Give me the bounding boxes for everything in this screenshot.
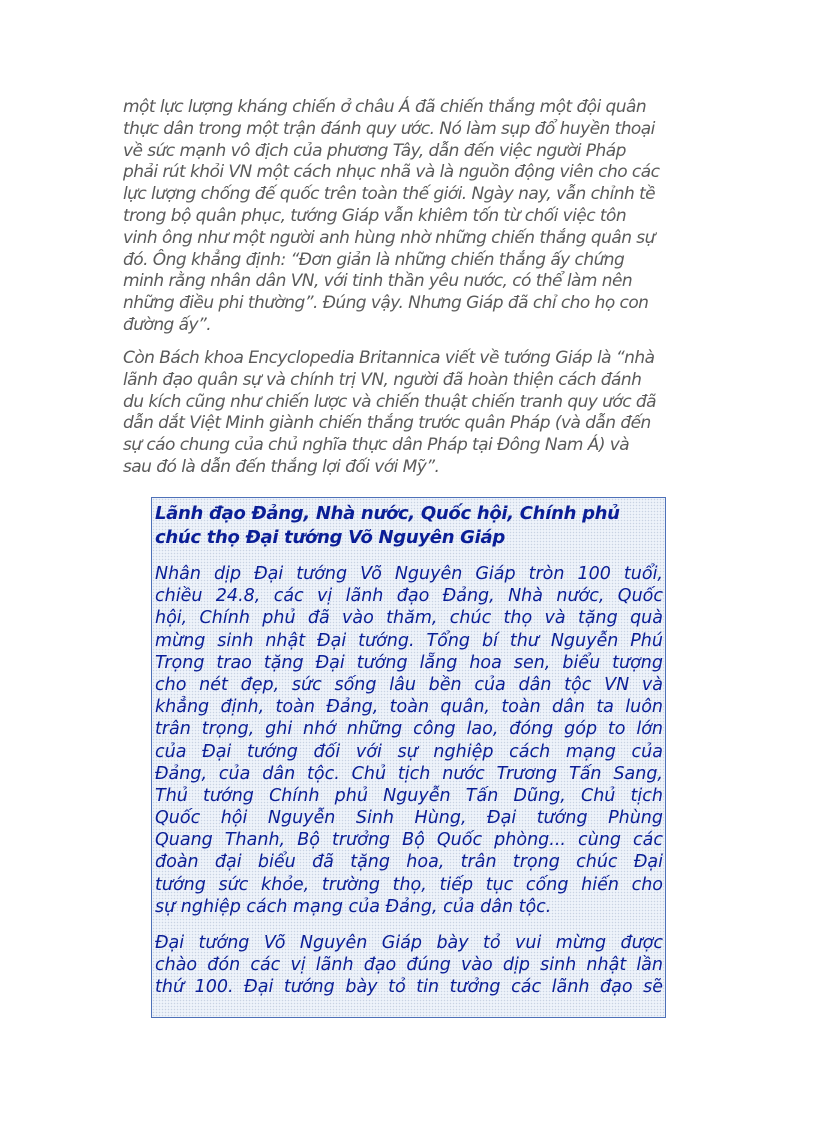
text-line: một lực lượng kháng chiến ở châu Á đã chiến thắng một đội quân bbox=[123, 97, 647, 117]
text-line: sự cáo chung của chủ nghĩa thực dân Pháp tại Đông Nam Á) và bbox=[123, 435, 630, 456]
text-line: Quốc hội Nguyễn Sinh Hùng, Đại tướng Phùng bbox=[155, 808, 663, 829]
text-line: Nhân dịp Đại tướng Võ Nguyên Giáp tròn 100 tuổi, bbox=[155, 564, 663, 584]
news-box-paragraph-1 bbox=[155, 563, 663, 918]
text-line: về sức mạnh vô địch của phương Tây, dẫn đến việc người Pháp bbox=[123, 140, 626, 161]
text-line: đường ấy”. bbox=[123, 314, 212, 335]
news-box-paragraph-2 bbox=[155, 932, 663, 999]
text-line: phải rút khỏi VN một cách nhục nhã và là nguồn động viên cho các bbox=[123, 162, 660, 183]
title-line: Lãnh đạo Đảng, Nhà nước, Quốc hội, Chính phủ bbox=[155, 503, 620, 524]
text-line: đoàn đại biểu đã tặng hoa, trân trọng chúc Đại bbox=[155, 852, 663, 873]
text-line: những điều phi thường”. Đúng vậy. Nhưng Giáp đã chỉ cho họ con bbox=[123, 293, 649, 314]
text-line: lãnh đạo quân sự và chính trị VN, người đã hoàn thiện cách đánh bbox=[123, 369, 642, 390]
text-line: của Đại tướng đối với sự nghiệp cách mạng của bbox=[155, 741, 663, 762]
text-line: thứ 100. Đại tướng bày tỏ tin tưởng các lãnh đạo sẽ bbox=[155, 977, 663, 998]
text-line: Quang Thanh, Bộ trưởng Bộ Quốc phòng... cùng các bbox=[155, 830, 663, 851]
text-line: dẫn dắt Việt Minh giành chiến thắng trước quân Pháp (và dẫn đến bbox=[123, 413, 651, 434]
article-paragraph-2 bbox=[123, 348, 696, 479]
article-paragraph-1 bbox=[123, 97, 696, 337]
text-line: tướng sức khỏe, trường thọ, tiếp tục cống hiến cho bbox=[155, 874, 663, 895]
text-line: mừng sinh nhật Đại tướng. Tổng bí thư Nguyễn Phú bbox=[155, 630, 663, 651]
text-line: cho nét đẹp, sức sống lâu bền của dân tộc VN và bbox=[155, 674, 663, 695]
text-line: khẳng định, toàn Đảng, toàn quân, toàn dân ta luôn bbox=[155, 697, 663, 718]
title-line: chúc thọ Đại tướng Võ Nguyên Giáp bbox=[155, 527, 505, 548]
text-line: sự nghiệp cách mạng của Đảng, của dân tộc. bbox=[155, 896, 552, 917]
text-line: vinh ông như một người anh hùng nhờ những chiến thắng quân sự bbox=[123, 227, 655, 248]
text-line: sau đó là dẫn đến thắng lợi đối với Mỹ”. bbox=[123, 456, 440, 477]
text-line: Còn Bách khoa Encyclopedia Britannica viết về tướng Giáp là “nhà bbox=[123, 348, 655, 368]
text-line: Trọng trao tặng Đại tướng lẵng hoa sen, biểu tượng bbox=[155, 652, 663, 673]
text-line: hội, Chính phủ đã vào thăm, chúc thọ và tặng quà bbox=[155, 608, 663, 629]
text-line: trong bộ quân phục, tướng Giáp vẫn khiêm tốn từ chối việc tôn bbox=[123, 205, 627, 226]
text-line: du kích cũng như chiến lược và chiến thuật chiến tranh quy ước đã bbox=[123, 391, 656, 412]
text-line: chiều 24.8, các vị lãnh đạo Đảng, Nhà nước, Quốc bbox=[155, 586, 663, 607]
news-box-title bbox=[155, 502, 663, 550]
text-line: minh rằng nhân dân VN, với tinh thần yêu nước, có thể làm nên bbox=[123, 271, 633, 292]
news-box-content bbox=[155, 502, 663, 999]
text-line: đó. Ông khẳng định: “Đơn giản là những chiến thắng ấy chứng bbox=[123, 249, 625, 270]
sidebar-news-box bbox=[151, 497, 666, 1018]
text-line: chào đón các vị lãnh đạo đúng vào dịp sinh nhật lần bbox=[155, 955, 663, 976]
text-line: trân trọng, ghi nhớ những công lao, đóng góp to lớn bbox=[155, 719, 663, 740]
text-line: thực dân trong một trận đánh quy ước. Nó làm sụp đổ huyền thoại bbox=[123, 118, 655, 139]
text-line: lực lượng chống đế quốc trên toàn thế giới. Ngày nay, vẫn chỉnh tề bbox=[123, 184, 656, 205]
text-line: Đại tướng Võ Nguyên Giáp bày tỏ vui mừng được bbox=[155, 933, 663, 953]
text-line: Thủ tướng Chính phủ Nguyễn Tấn Dũng, Chủ tịch bbox=[155, 785, 663, 806]
text-line: Đảng, của dân tộc. Chủ tịch nước Trương Tấn Sang, bbox=[155, 763, 663, 784]
